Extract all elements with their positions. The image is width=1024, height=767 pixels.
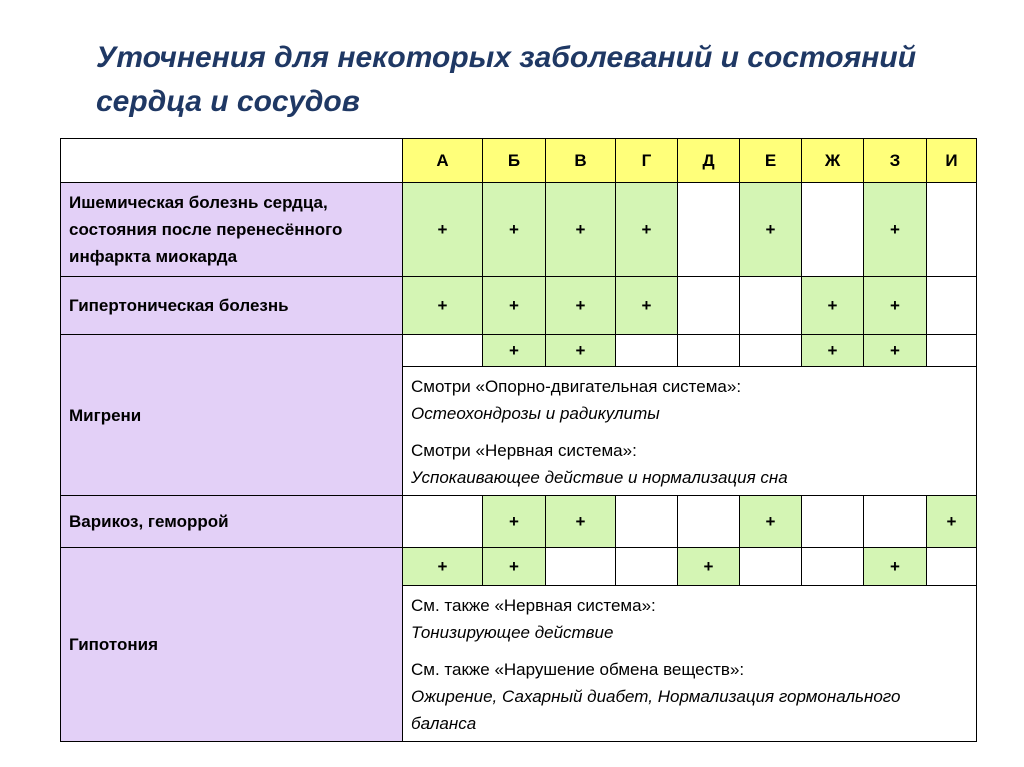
plus-mark-cell: + — [864, 277, 927, 335]
column-header: Ж — [802, 139, 864, 183]
note-text: Успокаивающее действие и нормализация сна — [411, 468, 788, 487]
corner-cell — [61, 139, 403, 183]
condition-label: Мигрени — [61, 335, 403, 496]
column-header: В — [546, 139, 616, 183]
empty-cell — [927, 335, 977, 367]
page-title: Уточнения для некоторых заболеваний и состояний сердца и сосудов — [96, 41, 917, 118]
empty-cell — [403, 335, 483, 367]
header-row — [61, 139, 977, 183]
plus-mark-cell: + — [802, 335, 864, 367]
table-row — [61, 183, 977, 277]
note-reference: См. также «Нервная система»: — [411, 596, 656, 615]
empty-cell — [678, 496, 740, 548]
plus-mark-cell: + — [403, 183, 483, 277]
empty-cell — [740, 277, 802, 335]
plus-mark-cell: + — [483, 183, 546, 277]
plus-mark-cell: + — [483, 548, 546, 586]
conditions-table — [60, 138, 977, 742]
notes-cell — [403, 367, 977, 496]
empty-cell — [546, 548, 616, 586]
column-header: А — [403, 139, 483, 183]
note-gap — [411, 646, 968, 656]
condition-label: Гипертоническая болезнь — [61, 277, 403, 335]
plus-mark-cell: + — [403, 277, 483, 335]
note-reference: Смотри «Нервная система»: — [411, 441, 637, 460]
plus-mark-cell: + — [483, 496, 546, 548]
column-header: Г — [616, 139, 678, 183]
plus-mark-cell: + — [864, 335, 927, 367]
note-text: Тонизирующее действие — [411, 623, 614, 642]
plus-mark-cell: + — [546, 277, 616, 335]
table-row — [61, 277, 977, 335]
plus-mark-cell: + — [616, 277, 678, 335]
column-header: Е — [740, 139, 802, 183]
note-gap — [411, 427, 968, 437]
plus-mark-cell: + — [864, 183, 927, 277]
column-header: З — [864, 139, 927, 183]
empty-cell — [802, 548, 864, 586]
plus-mark-cell: + — [546, 183, 616, 277]
note-reference: См. также «Нарушение обмена веществ»: — [411, 660, 745, 679]
empty-cell — [403, 496, 483, 548]
notes-cell — [403, 586, 977, 742]
empty-cell — [802, 496, 864, 548]
empty-cell — [678, 335, 740, 367]
empty-cell — [927, 548, 977, 586]
empty-cell — [802, 183, 864, 277]
plus-mark-cell: + — [740, 183, 802, 277]
plus-mark-cell: + — [678, 548, 740, 586]
note-reference: Смотри «Опорно-двигательная система»: — [411, 377, 742, 396]
table-row — [61, 496, 977, 548]
empty-cell — [678, 277, 740, 335]
table-row — [61, 548, 977, 586]
empty-cell — [864, 496, 927, 548]
empty-cell — [740, 548, 802, 586]
empty-cell — [616, 548, 678, 586]
column-header: Д — [678, 139, 740, 183]
empty-cell — [616, 335, 678, 367]
plus-mark-cell: + — [403, 548, 483, 586]
empty-cell — [927, 277, 977, 335]
plus-mark-cell: + — [740, 496, 802, 548]
plus-mark-cell: + — [802, 277, 864, 335]
column-header: И — [927, 139, 977, 183]
plus-mark-cell: + — [546, 496, 616, 548]
note-text: Ожирение, Сахарный диабет, Нормализация гормонального баланса — [411, 687, 901, 733]
condition-label: Ишемическая болезнь сердца, состояния после перенесённого инфаркта миокарда — [61, 183, 403, 277]
plus-mark-cell: + — [616, 183, 678, 277]
condition-label: Варикоз, геморрой — [61, 496, 403, 548]
empty-cell — [927, 183, 977, 277]
note-text: Остеохондрозы и радикулиты — [411, 404, 660, 423]
table-row — [61, 335, 977, 367]
empty-cell — [616, 496, 678, 548]
plus-mark-cell: + — [546, 335, 616, 367]
column-header: Б — [483, 139, 546, 183]
plus-mark-cell: + — [483, 277, 546, 335]
plus-mark-cell: + — [864, 548, 927, 586]
plus-mark-cell: + — [483, 335, 546, 367]
plus-mark-cell: + — [927, 496, 977, 548]
condition-label: Гипотония — [61, 548, 403, 742]
empty-cell — [740, 335, 802, 367]
empty-cell — [678, 183, 740, 277]
